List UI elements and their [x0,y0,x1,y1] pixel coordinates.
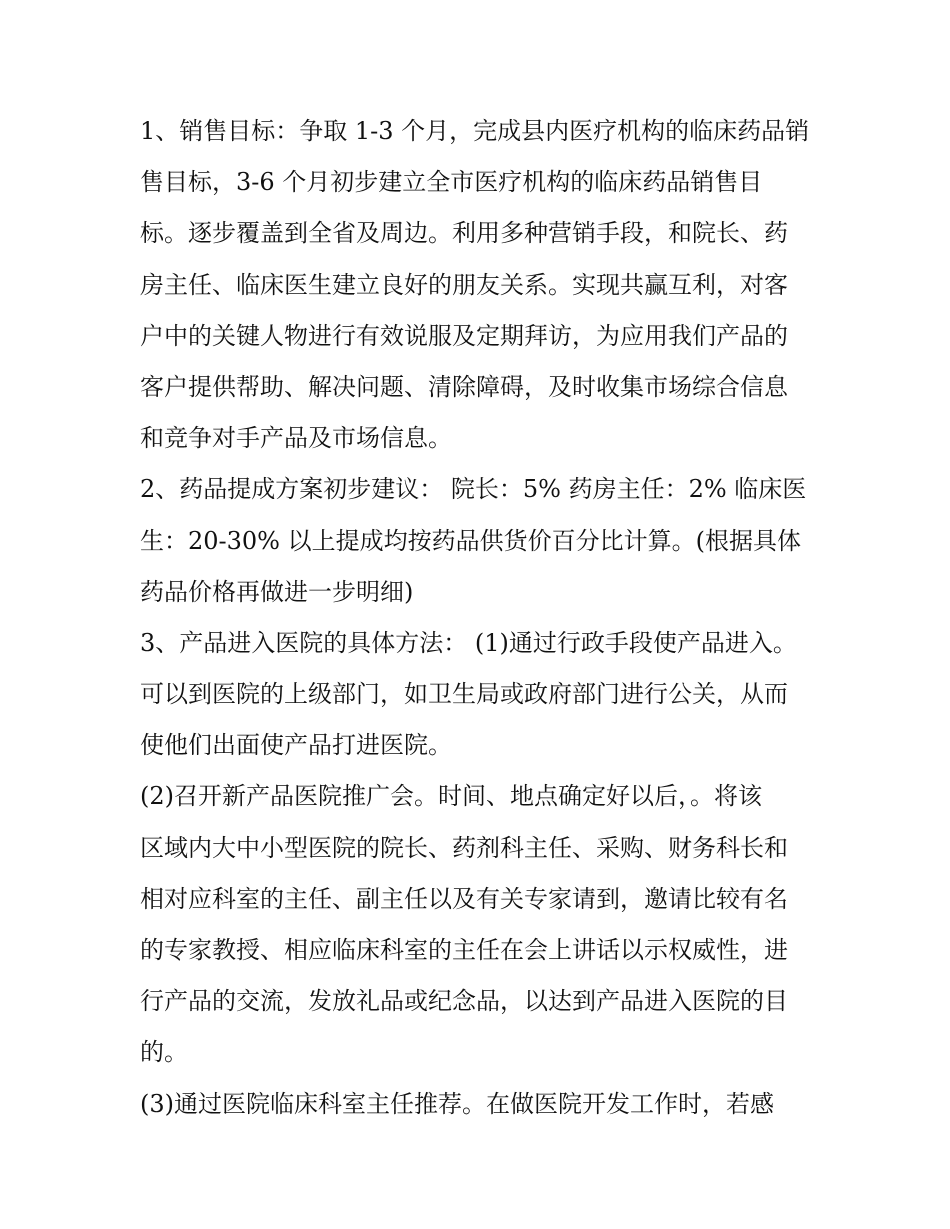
text-line-10: 药品价格再做进一步明细) [140,577,414,606]
text-line-20: (3)通过医院临床科室主任推荐。在做医院开发工作时，若感 [140,1089,774,1118]
text-line-7: 和竞争对手产品及市场信息。 [140,424,452,453]
text-line-11: 3、产品进入医院的具体方法： (1)通过行政手段使产品进入。 [140,628,797,657]
text-line-6: 客户提供帮助、解决问题、清除障碍，及时收集市场综合信息 [140,372,788,401]
text-line-4: 房主任、临床医生建立良好的朋友关系。实现共赢互利，对客 [140,270,788,299]
text-line-16: 相对应科室的主任、副主任以及有关专家请到，邀请比较有名 [140,884,788,913]
text-line-2: 售目标，3-6 个月初步建立全市医疗机构的临床药品销售目 [140,168,763,197]
text-line-15: 区域内大中小型医院的院长、药剂科主任、采购、财务科长和 [140,833,788,862]
text-line-9: 生：20-30% 以上提成均按药品供货价百分比计算。(根据具体 [140,526,801,555]
text-line-5: 户中的关键人物进行有效说服及定期拜访，为应用我们产品的 [140,321,788,350]
text-line-12: 可以到医院的上级部门，如卫生局或政府部门进行公关，从而 [140,680,788,709]
text-line-3: 标。逐步覆盖到全省及周边。利用多种营销手段，和院长、药 [140,219,788,248]
text-line-14: (2)召开新产品医院推广会。时间、地点确定好以后，。将该 [140,782,762,811]
text-line-13: 使他们出面使产品打进医院。 [140,731,452,760]
text-line-17: 的专家教授、相应临床科室的主任在会上讲话以示权威性，进 [140,936,788,964]
text-line-18: 行产品的交流，发放礼品或纪念品，以达到产品进入医院的目 [140,987,788,1016]
text-line-8: 2、药品提成方案初步建议： 院长：5% 药房主任：2% 临床医 [140,475,807,504]
text-line-1: 1、销售目标：争取 1-3 个月，完成县内医疗机构的临床药品销 [140,117,810,145]
document-body [140,106,820,1130]
text-line-19: 的。 [140,1038,188,1067]
